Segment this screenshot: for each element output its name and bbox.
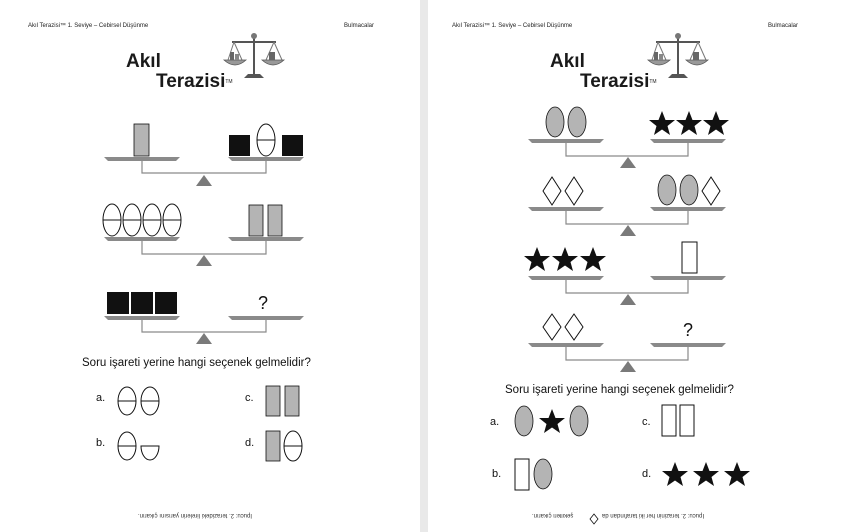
option-c-label[interactable]: c.: [245, 392, 254, 404]
balance-scale-2: [103, 204, 304, 266]
diamond: [565, 177, 583, 205]
page-gutter: [420, 0, 428, 532]
header-title: Akıl Terazisi™ 1. Seviye – Cebirsel Düşünme: [452, 23, 573, 29]
right-page: [428, 0, 848, 532]
option-d-label[interactable]: d.: [642, 468, 652, 480]
balance-scale-1: [528, 107, 729, 168]
black-square: [282, 135, 303, 156]
gray-oval: [546, 107, 564, 137]
black-square: [155, 292, 177, 314]
header-section: Bulmacalar: [768, 23, 799, 29]
black-square: [229, 135, 250, 156]
gray-oval: [680, 175, 698, 205]
logo-line2: Terazisi™: [156, 71, 233, 92]
gray-rectangle: [268, 205, 282, 236]
hint-text: İpucu: 2. terazideki lirelerin yarısını çıkarın.: [138, 512, 253, 518]
left-page: [0, 0, 420, 532]
hint-text-after: şekilleri çıkarın.: [532, 512, 574, 518]
balance-scale-3: [524, 242, 726, 305]
balance-logo-icon: [648, 33, 708, 78]
hint-text-before: İpucu: 2. terazinin her iki tarafından da: [602, 512, 705, 518]
black-square: [107, 292, 129, 314]
option-a-shapes: [515, 406, 588, 436]
diamond: [702, 177, 720, 205]
option-d-shapes: [662, 462, 750, 486]
black-square: [131, 292, 153, 314]
option-b-label[interactable]: b.: [492, 468, 502, 480]
balance-scale-3: [104, 292, 304, 344]
option-b-shapes: [118, 432, 159, 460]
unknown-mark: ?: [683, 320, 694, 340]
option-d-label[interactable]: d.: [245, 437, 255, 449]
gray-oval: [658, 175, 676, 205]
option-c-label[interactable]: c.: [642, 416, 651, 428]
balance-scale-2: [528, 175, 726, 236]
right-puzzle-scene: [428, 0, 848, 532]
diamond: [543, 177, 561, 205]
gray-oval: [568, 107, 586, 137]
diamond: [543, 314, 561, 340]
logo-line1: Akıl: [126, 51, 161, 72]
unknown-mark: ?: [258, 293, 269, 313]
hint-diamond-icon: [590, 514, 598, 524]
option-a-label[interactable]: a.: [490, 416, 500, 428]
logo-line2: Terazisi™: [580, 71, 657, 92]
balance-logo-icon: [224, 33, 284, 78]
split-oval-group: [103, 204, 181, 236]
diamond: [565, 314, 583, 340]
question-text: Soru işareti yerine hangi seçenek gelmelidir?: [505, 384, 734, 396]
balance-scale-1: [104, 124, 304, 186]
star-group: [524, 247, 606, 271]
option-a-shapes: [118, 387, 159, 415]
left-puzzle-scene: [0, 0, 420, 532]
option-c-shapes: [266, 386, 299, 416]
balance-scale-4: [528, 314, 726, 372]
option-a-label[interactable]: a.: [96, 392, 106, 404]
header-title: Akıl Terazisi™ 1. Seviye – Cebirsel Düşünme: [28, 23, 149, 29]
star-group: [649, 111, 729, 135]
gray-rectangle: [134, 124, 149, 156]
option-c-shapes: [662, 405, 694, 436]
option-b-shapes: [515, 459, 552, 490]
logo-line1: Akıl: [550, 51, 585, 72]
option-b-label[interactable]: b.: [96, 437, 106, 449]
question-text: Soru işareti yerine hangi seçenek gelmelidir?: [82, 357, 311, 369]
white-rectangle: [682, 242, 697, 273]
gray-rectangle: [249, 205, 263, 236]
option-d-shapes: [266, 431, 302, 461]
header-section: Bulmacalar: [344, 23, 375, 29]
